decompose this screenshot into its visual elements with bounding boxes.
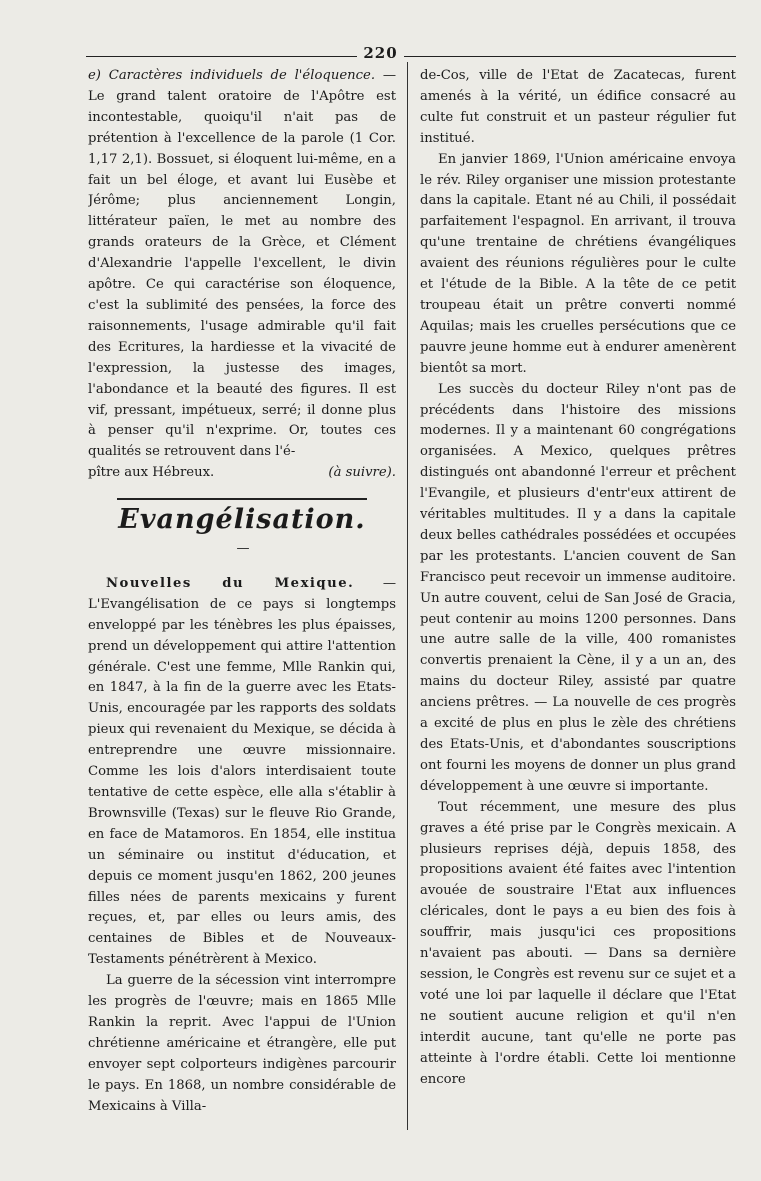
paragraph: Tout récemment, une mesure des plus graves a été prise par le Congrès mexicain. A plusieurs reprises déjà, depuis 1858, des propositions avaient été faites avec l'intention avouée de soustraire l'Etat aux influences cléricales, dont le pays a eu bien des fois à souffrir, mais jusqu'ici ces propositions n'avaient pas abouti. — Dans sa dernière session, le Congrès est revenu sur ce sujet et a voté une loi par laquelle il déclare que l'Etat ne soutient aucune religion et qu'il n'en interdit aucune, tant qu'elle ne porte pas atteinte à l'ordre établi. Cette loi mentionne encore <box>420 799 736 1087</box>
right-column <box>420 66 736 1090</box>
column-divider <box>407 62 408 1130</box>
paragraph-text: — L'Evangélisation de ce pays si longtemps enveloppé par les ténèbres les plus épaisses, prend un développement qui attire l'attention générale. C'est une femme, Mlle Rankin qui, en 1847, à la fin de la guerre avec les Etats-Unis, encouragée par les rapports des soldats pieux qui revenaient du Mexique, se décida à entreprendre une œuvre missionnaire. Comme les lois d'alors interdisaient toute tentative de cette espèce, elle alla s'établir à Brownsville (Texas) sur le fleuve Rio Grande, en face de Matamoros. En 1854, elle institua un séminaire ou institut d'éducation, et depuis ce moment jusqu'en 1862, 200 jeunes filles nées de parents mexicains y furent reçues, et, par elles ou leurs amis, des centaines de Bibles et de Nouveaux-Testaments pénétrèrent à Mexico. <box>88 575 396 968</box>
paragraph: En janvier 1869, l'Union américaine envoya le rév. Riley organiser une mission protestante dans la capitale. Etant né au Chili, il possédait parfaitement l'espagnol. En arrivant, il trouva qu'une trentaine de chrétiens évangéliques avaient des réunions régulières pour le culte et l'étude de la Bible. A la tête de ce petit troupeau était un prêtre converti nommé Aquilas; mais les cruelles persécutions que ce pauvre jeune homme eut à endurer amenèrent bientôt sa mort. <box>420 151 736 376</box>
paragraph: La guerre de la sécession vint interrompre les progrès de l'œuvre; mais en 1865 Mlle Rankin la reprit. Avec l'appui de l'Union chrétienne américaine et étrangère, elle put envoyer sept colporteurs indigènes parcourir le pays. En 1868, un nombre considérable de Mexicains à Villa- <box>88 973 396 1114</box>
section-heading: e) Caractères individuels de l'éloquence. <box>88 68 376 83</box>
paragraph: de-Cos, ville de l'Etat de Zacatecas, furent amenés à la vérité, un édifice consacré au culte fut construit et un pasteur régulier fut institué. <box>420 68 736 146</box>
paragraph <box>88 574 396 971</box>
ornament: — <box>236 541 248 557</box>
subheading: Nouvelles du Mexique. <box>106 575 355 591</box>
article-title: Evangélisation. <box>118 504 366 536</box>
section-rule <box>117 498 367 500</box>
left-column <box>88 66 396 1118</box>
last-line: pître aux Hébreux. <box>88 465 215 481</box>
intro-paragraph: — Le grand talent oratoire de l'Apôtre est incontestable, quoiqu'il n'ait pas de prétention à l'excellence de la parole (1 Cor. 1,17 2,1). Bossuet, si éloquent lui-même, en a fait un bel éloge, et avant lui Eusèbe et Jérôme; plus anciennement Longin, littérateur païen, le met au nombre des grands orateurs de la Grèce, et Clément d'Alexandrie l'appelle l'excellent, le divin apôtre. Ce qui caractérise son éloquence, c'est la sublimité des pensées, la force des raisonnements, l'usage admirable qu'il fait des Ecritures, la hardiesse et la vivacité de l'expression, la justesse des images, l'abondance et la beauté des figures. Il est vif, pressant, impétueux, serré; il donne plus à penser qu'il n'exprime. Or, toutes ces qualités se retrouvent dans l'é- <box>88 68 396 460</box>
continued-note: (à suivre). <box>328 465 396 481</box>
page-number: 220 <box>0 44 761 62</box>
signoff-row <box>88 463 396 484</box>
intro-block <box>88 66 396 463</box>
paragraph: Les succès du docteur Riley n'ont pas de précédents dans l'histoire des missions modernes. Il y a maintenant 60 congrégations organisées. A Mexico, quelques prêtres distingués ont abandonné l'erreur et prêchent l'Evangile, et plusieurs d'entr'eux attirent de véritables multitudes. Il y a dans la capitale deux belles cathédrales possédées et occupées par les protestants. L'ancien couvent de San Francisco peut recevoir un immense auditoire. Un autre couvent, celui de San José de Gracia, peut contenir au moins 1200 personnes. Dans une autre salle de la ville, 400 romanistes convertis prenaient la Cène, il y a un an, des mains du docteur Riley, assisté par quatre anciens prêtres. — La nouvelle de ces progrès a excité de plus en plus le zèle des chrétiens des Etats-Unis, et d'abondantes souscriptions ont fourni les moyens de donner un plus grand développement à une œuvre si importante. <box>420 381 736 794</box>
